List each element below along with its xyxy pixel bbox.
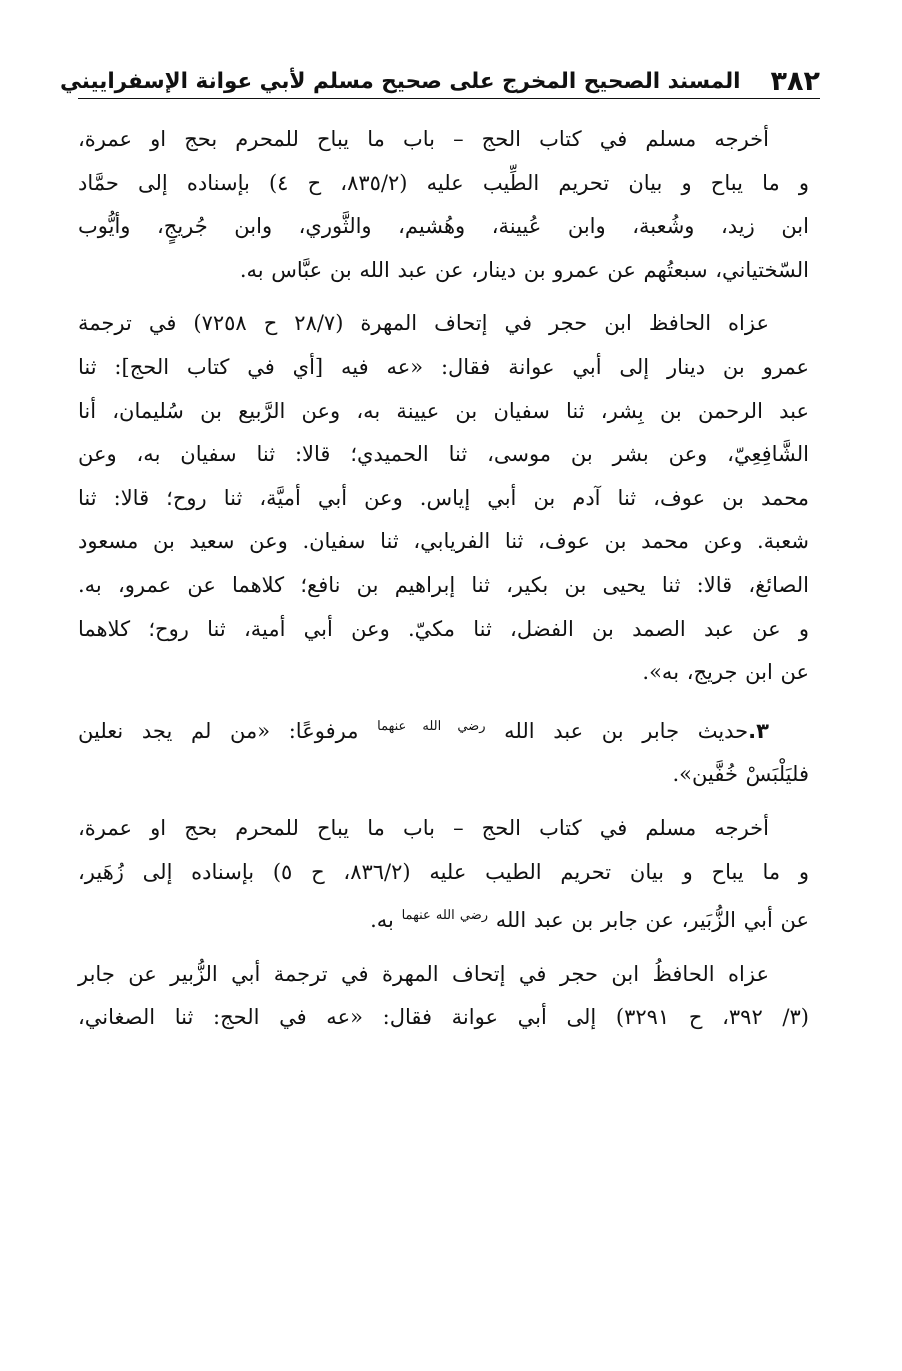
text-line: السّختياني، سبعتُهم عن عمرو بن دينار، عن عبد الله بن عبَّاس به. <box>239 257 809 282</box>
text-line: عبد الرحمن بن بِشر، ثنا سفيان بن عيينة به، وعن الرَّبيع بن سُليمان، أنا <box>78 398 809 423</box>
text-line: (٣/ ٣٩٢، ح ٣٢٩١) إلى أبي عوانة فقال: «عه في الحج: ثنا الصغاني، <box>78 1005 809 1030</box>
text-line: ابن زيد، وشُعبة، وابن عُيينة، وهُشيم، والثَّوري، وابن جُريجٍ، وأيُّوب <box>78 214 809 239</box>
text-segment: عن أبي الزُّبَير، عن جابر بن عبد الله <box>495 908 809 933</box>
text-line: و ما يباح و بيان تحريم الطيب عليه (٨٣٦/٢، ح ٥) بإسناده إلى زُهَير، <box>78 859 810 884</box>
honorific-mark: رضي الله عنهما <box>401 908 489 924</box>
hadith-number: ٣. <box>748 718 769 743</box>
text-line: عزاه الحافظُ ابن حجر في إتحاف المهرة في ترجمة أبي الزُّبير عن جابر <box>78 961 769 986</box>
running-head <box>59 55 820 99</box>
header-rule <box>78 98 820 99</box>
text-line: أخرجه مسلم في كتاب الحج – باب ما يباح للمحرم بحج او عمرة، <box>78 127 769 151</box>
body-text <box>78 118 809 1040</box>
text-line: عزاه الحافظ ابن حجر في إتحاف المهرة (٢٨/٧ ح ٧٢٥٨) في ترجمة <box>78 311 769 336</box>
text-line <box>78 705 809 754</box>
paragraph-takhrij-2 <box>78 807 809 943</box>
hadith-3 <box>78 705 809 797</box>
text-line: شعبة. وعن محمد بن عوف، ثنا الفريابي، ثنا سفيان. وعن سعيد بن مسعود <box>78 529 809 554</box>
text-line: الشَّافِعِيّ، وعن بشر بن موسى، ثنا الحميدي؛ قالا: ثنا سفيان به، وعن <box>78 442 809 467</box>
text-line: فليَلْبَسْ خُفَّين». <box>672 762 809 787</box>
paragraph-ithaf-2 <box>78 953 809 1040</box>
paragraph-ithaf-1 <box>78 302 809 694</box>
hadith-text: مرفوعًا: «من لم يجد نعلين <box>78 718 359 743</box>
text-line: و ما يباح و بيان تحريم الطِّيب عليه (٨٣٥/٢، ح ٤) بإسناده إلى حمَّاد <box>78 170 809 195</box>
header-title: المسند الصحيح المخرج على صحيح مسلم لأبي عوانة الإسفراييني <box>59 69 741 94</box>
text-segment: به. <box>370 908 394 933</box>
text-line <box>78 894 809 943</box>
paragraph-takhrij-1 <box>78 118 809 292</box>
honorific-mark: رضي الله عنهما <box>377 718 486 734</box>
text-line: الصائغ، قالا: ثنا يحيى بن بكير، ثنا إبراهيم بن نافع؛ كلاهما عن عمرو، به. <box>78 572 809 597</box>
text-line: محمد بن عوف، ثنا آدم بن أبي إياس. وعن أبي أميَّة، ثنا روح؛ قالا: ثنا <box>78 485 809 510</box>
text-line: أخرجه مسلم في كتاب الحج – باب ما يباح للمحرم بحج او عمرة، <box>78 815 769 840</box>
text-line: و عن عبد الصمد بن الفضل، ثنا مكيّ. وعن أبي أمية، ثنا روح؛ كلاهما <box>78 616 809 641</box>
hadith-text: حديث جابر بن عبد الله <box>504 718 749 743</box>
text-line: عن ابن جريج، به». <box>642 660 809 685</box>
text-line: عمرو بن دينار إلى أبي عوانة فقال: «عه فيه [أي في كتاب الحج]: ثنا <box>78 354 809 379</box>
page-number: ٣٨٢ <box>770 66 820 97</box>
